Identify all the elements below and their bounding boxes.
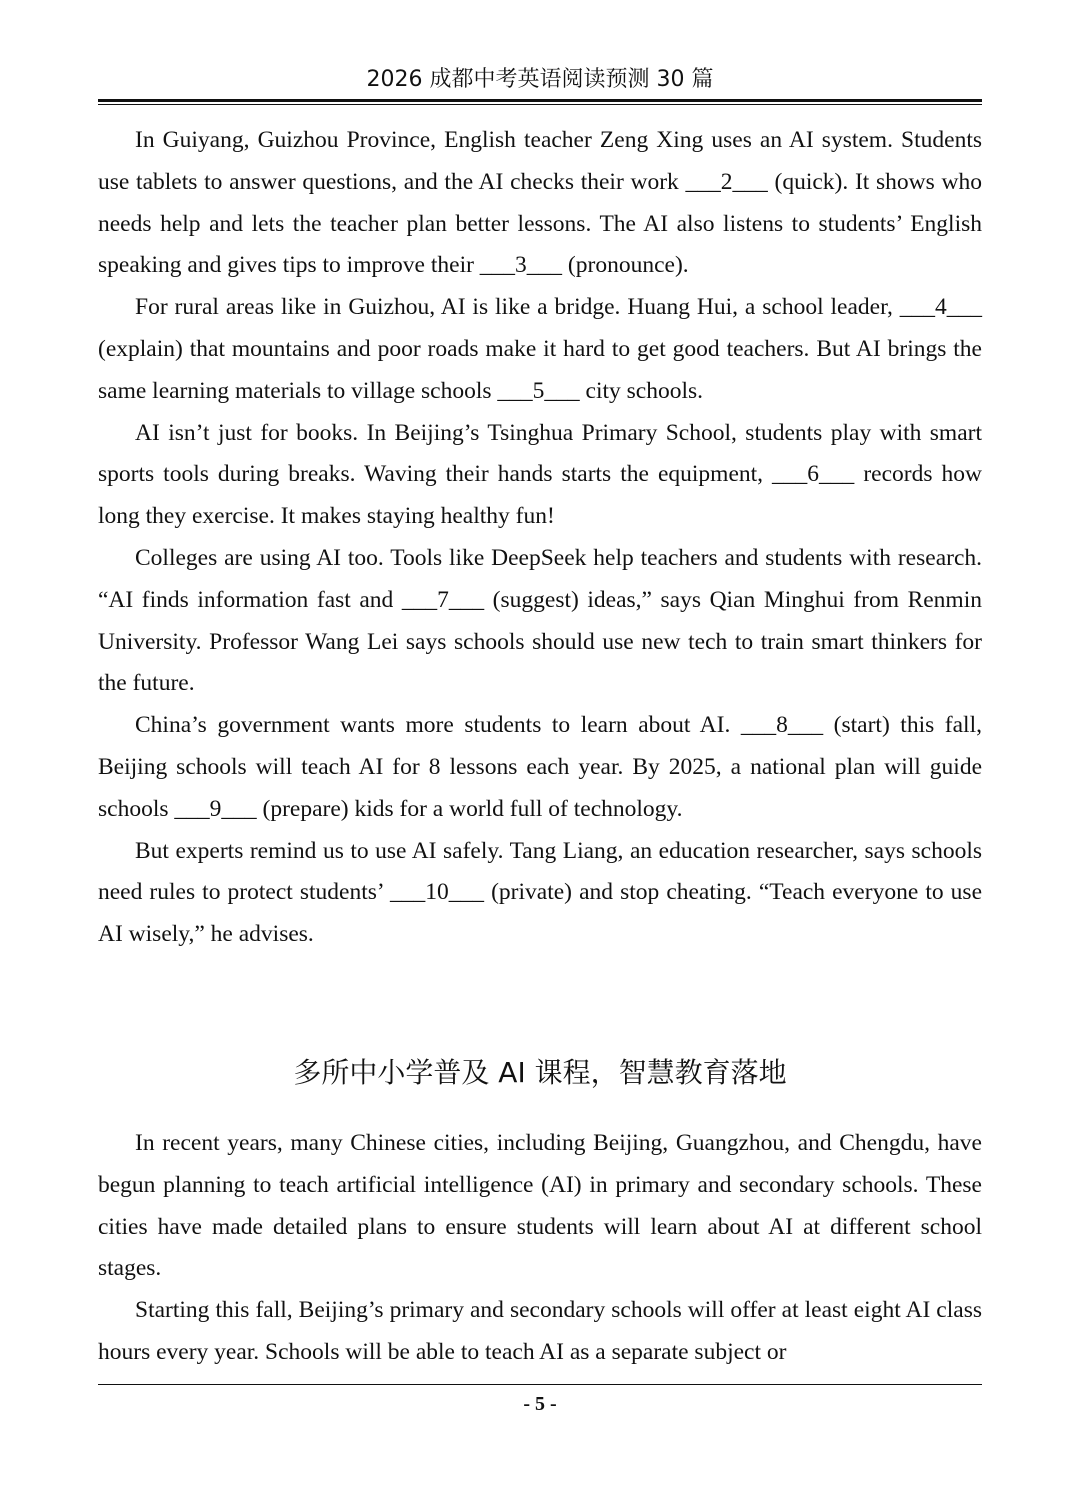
paragraph-ai-safety: But experts remind us to use AI safely. Tang Liang, an education researcher, says schools need rules to protect students’ ___10___ (private) and stop cheating. “Teach everyone to use AI wisely,” he advises.: [98, 837, 982, 948]
paragraph-colleges: Colleges are using AI too. Tools like DeepSeek help teachers and students with research. “AI finds information fast and ___7___ (suggest) ideas,” says Qian Minghui from Renmin University. Professor Wang Lei says schools should use new tech to train smart thinkers for the future.: [98, 544, 982, 697]
paragraph-government-plan: China’s government wants more students to learn about AI. ___8___ (start) this fall, Beijing schools will teach AI for 8 lessons each year. By 2025, a national plan will guide schools ___9___ (prepare) kids for a world full of technology.: [98, 712, 982, 822]
passage-one: [98, 120, 982, 956]
page-header-title: 2026 成都中考英语阅读预测 30 篇: [366, 67, 714, 92]
paragraph-rural-areas: For rural areas like in Guizhou, AI is like a bridge. Huang Hui, a school leader, ___4___ (explain) that mountains and poor roads make it hard to get good teachers. But AI brings the same learning materials to village schools ___5___ city schools.: [98, 294, 982, 404]
header-divider-thin: [98, 104, 982, 105]
paragraph-chinese-cities: In recent years, many Chinese cities, including Beijing, Guangzhou, and Chengdu, have begun planning to teach artificial intelligence (AI) in primary and secondary schools. These cities have made detailed plans to ensure students will learn about AI at different school stages.: [98, 1130, 982, 1282]
passage-two: [98, 1123, 982, 1374]
passage-two-title: 多所中小学普及 AI 课程，智慧教育落地: [293, 1056, 787, 1089]
footer-divider: [98, 1384, 982, 1385]
paragraph-sports-tools: AI isn’t just for books. In Beijing’s Tsinghua Primary School, students play with smart sports tools during breaks. Waving their hands starts the equipment, ___6___ records how long they exercise. It makes staying healthy fun!: [98, 419, 982, 530]
paragraph-guiyang-ai-system: In Guiyang, Guizhou Province, English teacher Zeng Xing uses an AI system. Students use tablets to answer questions, and the AI checks their work ___2___ (quick). It shows who needs help and lets the teacher plan better lessons. The AI also listens to students’ English speaking and gives tips to improve their ___3___ (pronounce).: [98, 127, 982, 279]
page-number: - 5 -: [523, 1393, 557, 1415]
header-divider-thick: [98, 99, 982, 102]
paragraph-beijing-class-hours: Starting this fall, Beijing’s primary and secondary schools will offer at least eight AI class hours every year. Schools will be able to teach AI as a separate subject or: [98, 1297, 982, 1365]
